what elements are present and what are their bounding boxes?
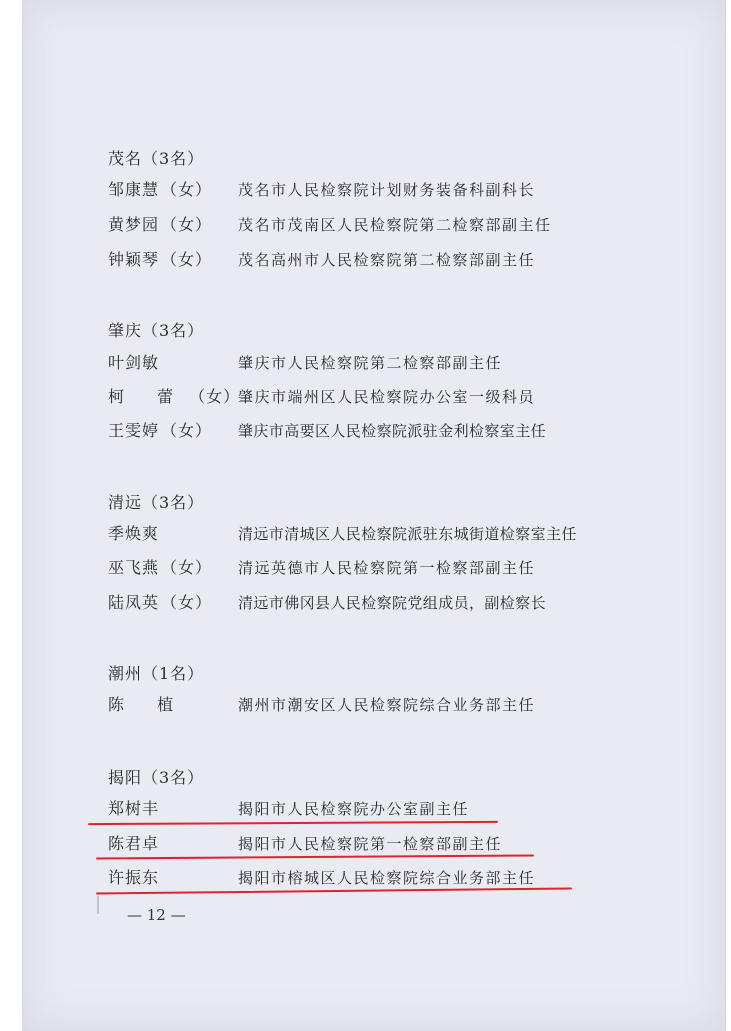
- person-position: 清远英德市人民检察院第一检察部副主任: [238, 559, 536, 577]
- name: 陆凤英: [108, 593, 160, 612]
- person-position: 茂名市人民检察院计划财务装备科副科长: [238, 181, 536, 199]
- person-position: 潮州市潮安区人民检察院综合业务部主任: [238, 696, 536, 714]
- name: 黄梦园: [108, 215, 160, 234]
- person-position: 清远市清城区人民检察院派驻东城街道检察室主任: [238, 525, 577, 543]
- person-name: [108, 558, 212, 578]
- person-position: 揭阳市榕城区人民检察院综合业务部主任: [238, 869, 536, 887]
- gender: （女）: [161, 215, 213, 234]
- name: 邹康慧: [108, 180, 160, 199]
- name: 许振东: [108, 868, 160, 887]
- name: 陈 植: [108, 695, 188, 714]
- person-name: [108, 799, 161, 819]
- person-name: [108, 524, 161, 544]
- person-position: 揭阳市人民检察院第一检察部副主任: [238, 835, 503, 853]
- person-name: [108, 695, 189, 715]
- person-position: 肇庆市端州区人民检察院办公室一级科员: [238, 388, 536, 406]
- section-heading-jieyang: 揭阳（3名）: [108, 768, 205, 787]
- name: 叶剑敏: [108, 353, 160, 372]
- gender: （女）: [189, 387, 241, 406]
- person-name: [108, 834, 161, 854]
- section-heading-maoming: 茂名（3名）: [108, 149, 205, 168]
- person-name: [108, 250, 212, 270]
- name: 巫飞燕: [108, 558, 160, 577]
- person-name: [108, 593, 212, 613]
- section-heading-qingyuan: 清远（3名）: [108, 493, 205, 512]
- person-name: [108, 868, 161, 888]
- gender: （女）: [161, 180, 213, 199]
- name: 王雯婷: [108, 421, 160, 440]
- person-position: 揭阳市人民检察院办公室副主任: [238, 800, 470, 818]
- name: 柯 蕾: [108, 387, 188, 406]
- person-position: 茂名高州市人民检察院第二检察部副主任: [238, 251, 536, 269]
- name: 季焕爽: [108, 524, 160, 543]
- person-name: [108, 421, 212, 441]
- person-name: [108, 353, 161, 373]
- gender: （女）: [161, 558, 213, 577]
- gender: （女）: [161, 421, 213, 440]
- person-position: 肇庆市人民检察院第二检察部副主任: [238, 354, 503, 372]
- gender: （女）: [161, 593, 213, 612]
- person-name: [108, 387, 240, 407]
- section-heading-chaozhou: 潮州（1名）: [108, 664, 205, 683]
- person-position: 茂名市茂南区人民检察院第二检察部副主任: [238, 216, 552, 234]
- page-number: — 12 —: [127, 906, 186, 924]
- section-heading-zhaoqing: 肇庆（3名）: [108, 321, 205, 340]
- person-position: 肇庆市高要区人民检察院派驻金利检察室主任: [238, 422, 547, 440]
- person-name: [108, 215, 212, 235]
- name: 陈君卓: [108, 834, 160, 853]
- name: 钟颖琴: [108, 250, 160, 269]
- person-name: [108, 180, 212, 200]
- gender: （女）: [161, 250, 213, 269]
- scan-mark: [97, 896, 99, 914]
- name: 郑树丰: [108, 799, 160, 818]
- person-position: 清远市佛冈县人民检察院党组成员，副检察长: [238, 594, 547, 612]
